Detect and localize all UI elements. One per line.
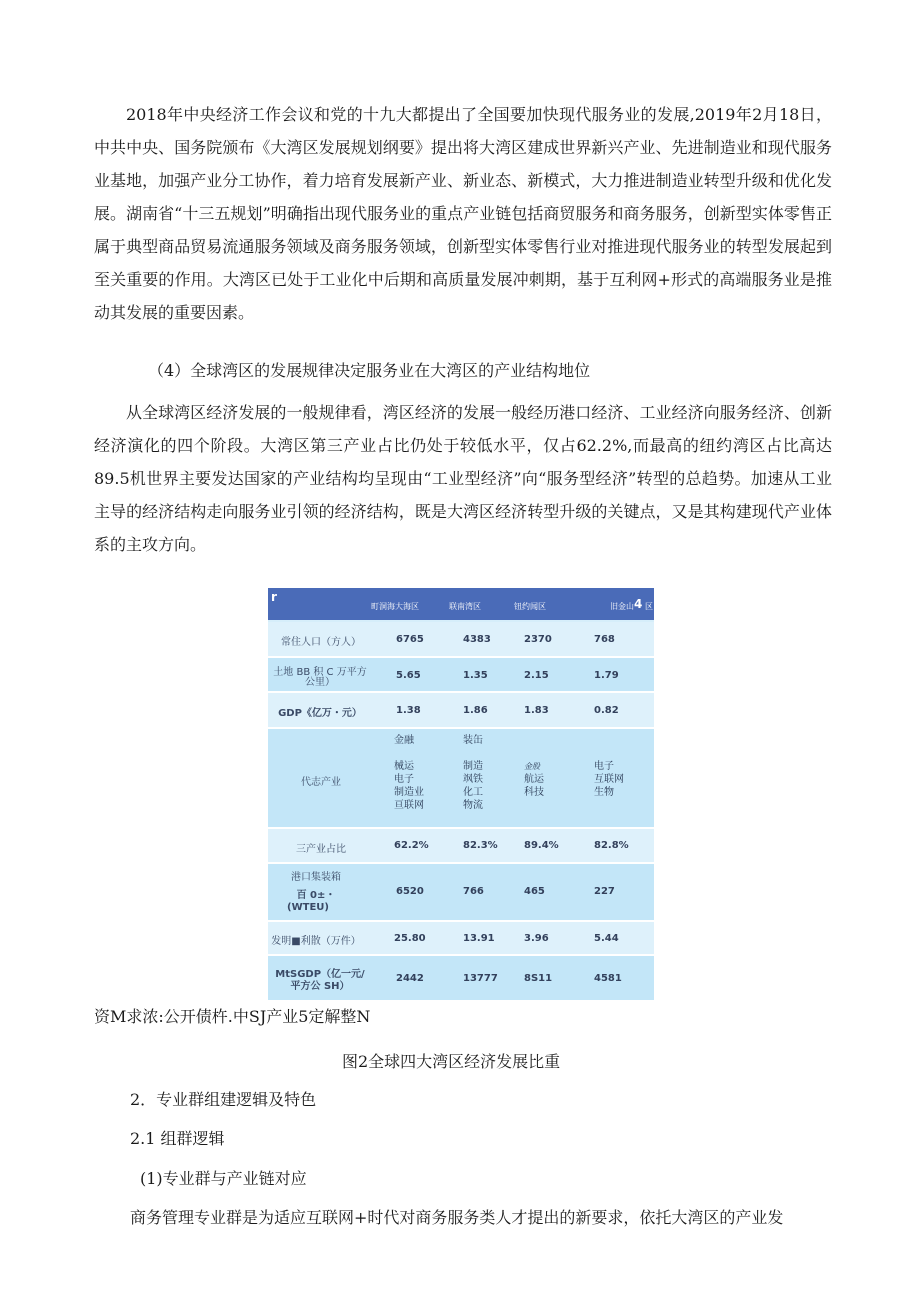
- list-item: 航运: [524, 774, 544, 785]
- table-row-gdp-density: [268, 956, 654, 1000]
- section-heading-2-1: 2.1 组群逻辑: [130, 1129, 225, 1148]
- cell-value: 2.15: [524, 670, 549, 681]
- figure-caption: 图2全球四大湾区经济发展比重: [342, 1052, 561, 1071]
- cell-value: 465: [524, 886, 545, 897]
- industry-list-tokyo: [394, 734, 424, 812]
- cell-value: 2370: [524, 634, 552, 645]
- table-row-port-containers: [268, 864, 654, 920]
- list-item: 飒铁: [463, 774, 483, 785]
- list-item: 制造: [463, 761, 483, 772]
- row-label: (WTEU): [287, 902, 329, 913]
- list-item: 制造业: [394, 787, 424, 798]
- list-item: 金融: [394, 735, 414, 746]
- table-corner-mark: r: [271, 590, 277, 604]
- row-label: 平方公 SH）: [290, 981, 350, 992]
- table-row-tertiary-share: [268, 829, 654, 862]
- list-item: 生物: [594, 787, 614, 798]
- cell-value: 6520: [396, 886, 424, 897]
- cell-value: 5.65: [396, 670, 421, 681]
- subheading-1: (1)专业群与产业链对应: [140, 1169, 307, 1188]
- cell-value: 1.79: [594, 670, 619, 681]
- row-label: 代志产业: [301, 777, 341, 788]
- row-label: 港口集装箱: [291, 872, 341, 883]
- list-item: 电子: [394, 774, 414, 785]
- list-item: 互联网: [594, 774, 624, 785]
- industry-list-sf: [463, 734, 483, 812]
- industry-list-ny: [524, 734, 544, 812]
- cell-value: 4383: [463, 634, 491, 645]
- list-item: 亘联网: [394, 800, 424, 811]
- list-item: [594, 799, 624, 812]
- cell-value: 13777: [463, 973, 498, 984]
- subheading-4: （4）全球湾区的发展规律决定服务业在大湾区的产业结构地位: [148, 361, 591, 380]
- row-label: GDP《亿万・元）: [278, 708, 362, 719]
- table-row-industry: [268, 729, 654, 827]
- list-item: 电子: [594, 761, 614, 772]
- list-item: 科技: [524, 787, 544, 798]
- cell-value: 1.35: [463, 670, 488, 681]
- cell-value: 1.38: [396, 705, 421, 716]
- header-tokyo-bay: 町洞海大海区: [371, 602, 419, 611]
- list-item: 械运: [394, 761, 414, 772]
- table-row-population: [268, 622, 654, 656]
- list-item: [594, 747, 624, 760]
- list-item: 金股: [524, 762, 540, 771]
- header-ny-bay: 钮约闻区: [514, 602, 546, 611]
- industry-list-old-gold-mountain: [594, 734, 624, 812]
- row-label: 三产业占比: [296, 844, 346, 855]
- cell-value: 82.3%: [463, 840, 498, 851]
- list-item: [524, 747, 544, 760]
- row-label: MtSGDP（亿一元/: [275, 969, 365, 980]
- cell-value: 0.82: [594, 705, 619, 716]
- list-item: [524, 734, 544, 747]
- list-item: 物流: [463, 800, 483, 811]
- table-row-gdp: [268, 693, 654, 727]
- header-district: 区: [645, 602, 653, 611]
- row-label: 发明■利散（万件）: [271, 936, 361, 947]
- cell-value: 227: [594, 886, 615, 897]
- row-label: 公里）: [305, 677, 335, 688]
- list-item: [463, 747, 483, 760]
- cell-value: 766: [463, 886, 484, 897]
- cell-value: 3.96: [524, 933, 549, 944]
- section-heading-2: 2．专业群组建逻辑及特色: [130, 1090, 317, 1109]
- paragraph-policy-background: 2018年中央经济工作会议和党的十九大都提出了全国要加快现代服务业的发展,2019年2月18日，中共中央、国务院颁布《大湾区发展规划纲要》提出将大湾区建成世界新兴产业、先进制造业和现代服务业基地，加强产业分工协作，着力培育发展新产业、新业态、新模式，大力推进制造业转型升级和优化发展。湖南省“十三五规划”明确指出现代服务业的重点产业链包括商贸服务和商务服务，创新型实体零售正属于典型商品贸易流通服务领域及商务服务领域，创新型实体零售行业对推进现代服务业的转型发展起到至关重要的作用。大湾区已处于工业化中后期和高质量发展冲刺期，基于互利网+形式的高端服务业是推动其发展的重要因素。: [94, 105, 832, 322]
- header-four: 4: [634, 597, 643, 611]
- row-label: 土地 BB 积 C 万平方: [273, 667, 367, 678]
- paragraph-group-intro: 商务管理专业群是为适应互联网+时代对商务服务类人才提出的新要求，依托大湾区的产业发: [130, 1208, 784, 1227]
- cell-value: 5.44: [594, 933, 619, 944]
- cell-value: 2442: [396, 973, 424, 984]
- cell-value: 62.2%: [394, 840, 429, 851]
- cell-value: 25.80: [394, 933, 426, 944]
- cell-value: 13.91: [463, 933, 495, 944]
- list-item: [524, 799, 544, 812]
- cell-value: 6765: [396, 634, 424, 645]
- cell-value: 8S11: [524, 973, 553, 984]
- header-old-gold-mountain: 旧金山: [610, 602, 634, 611]
- cell-value: 89.4%: [524, 840, 559, 851]
- row-label: 常住人口（方人）: [281, 637, 361, 648]
- table-row-land: [268, 658, 654, 691]
- cell-value: 1.83: [524, 705, 549, 716]
- list-item: 装缶: [463, 735, 483, 746]
- table-header-row: [268, 588, 654, 620]
- cell-value: 82.8%: [594, 840, 629, 851]
- header-sf-bay: 联南湾区: [449, 602, 481, 611]
- cell-value: 4581: [594, 973, 622, 984]
- source-note: 资M求浓:公开债杵.中SJ产业5定解整N: [94, 1007, 371, 1026]
- cell-value: 768: [594, 634, 615, 645]
- cell-value: 1.86: [463, 705, 488, 716]
- list-item: 化工: [463, 787, 483, 798]
- table-row-patents: [268, 922, 654, 954]
- list-item: [594, 734, 624, 747]
- row-label: 百 0±・: [296, 890, 336, 901]
- bay-area-comparison-table: [268, 588, 654, 1000]
- list-item: [394, 747, 424, 760]
- paragraph-bay-area-law: 从全球湾区经济发展的一般规律看，湾区经济的发展一般经历港口经济、工业经济向服务经济、创新经济演化的四个阶段。大湾区第三产业占比仍处于较低水平，仅占62.2%,而最高的纽约湾区占比高达89.5机世界主要发达国家的产业结构均呈现由“工业型经济”向“服务型经济”转型的总趋势。加速从工业主导的经济结构走向服务业引领的经济结构，既是大湾区经济转型升级的关键点，又是其构建现代产业体系的主攻方向。: [94, 403, 832, 554]
